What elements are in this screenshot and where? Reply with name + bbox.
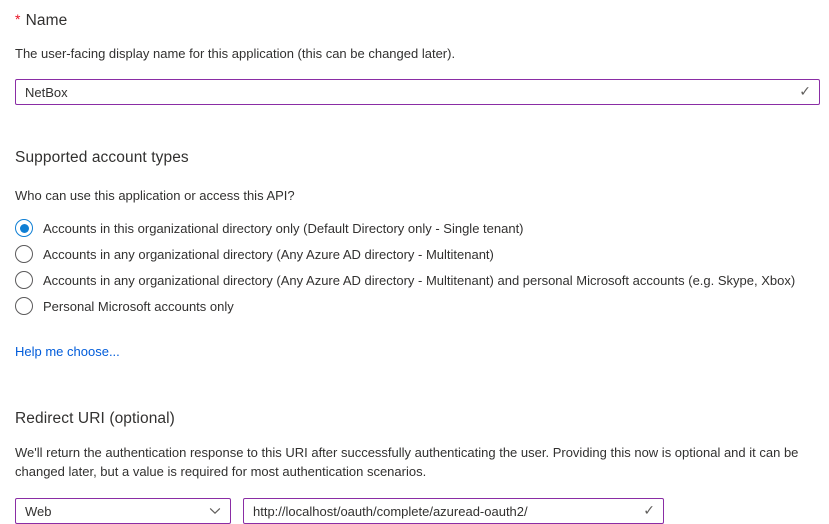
valid-check-icon: ✓ [799, 82, 811, 99]
radio-option-multitenant[interactable] [15, 241, 820, 267]
redirect-uri-input[interactable] [243, 498, 664, 524]
radio-selected-icon [15, 219, 33, 237]
redirect-uri-input-container [243, 498, 664, 524]
redirect-uri-description: We'll return the authentication response to this URI after successfully authenticating the user. Providing this now is optional and it can be changed later, but a value is required for most authentication scenarios. [15, 445, 799, 479]
platform-select[interactable] [15, 498, 231, 524]
radio-option-label: Accounts in this organizational directory only (Default Directory only - Single tenant) [43, 220, 524, 236]
radio-option-label: Accounts in any organizational directory (Any Azure AD directory - Multitenant) and personal Microsoft accounts (e.g. Skype, Xbox) [43, 272, 796, 288]
redirect-uri-controls [15, 498, 820, 524]
name-input-container [15, 79, 820, 105]
radio-unselected-icon [15, 271, 33, 289]
radio-option-label: Accounts in any organizational directory (Any Azure AD directory - Multitenant) [43, 246, 494, 262]
name-input[interactable] [15, 79, 820, 105]
platform-select-value: Web [25, 503, 52, 519]
account-types-section-title: Supported account types [15, 149, 189, 166]
radio-unselected-icon [15, 245, 33, 263]
radio-option-personal-only[interactable] [15, 293, 820, 319]
chevron-down-icon [209, 505, 221, 517]
account-types-question: Who can use this application or access this API? [15, 188, 295, 203]
help-me-choose-link[interactable]: Help me choose... [15, 344, 120, 359]
name-description: The user-facing display name for this application (this can be changed later). [15, 46, 456, 61]
redirect-uri-section-title: Redirect URI (optional) [15, 410, 175, 427]
valid-check-icon: ✓ [643, 501, 655, 518]
name-title-text: Name [25, 12, 68, 29]
name-section-title [15, 0, 820, 30]
radio-unselected-icon [15, 297, 33, 315]
required-asterisk: * [15, 11, 21, 27]
account-types-radio-group [15, 215, 820, 319]
radio-option-multitenant-personal[interactable] [15, 267, 820, 293]
radio-option-single-tenant[interactable] [15, 215, 820, 241]
radio-option-label: Personal Microsoft accounts only [43, 298, 234, 314]
